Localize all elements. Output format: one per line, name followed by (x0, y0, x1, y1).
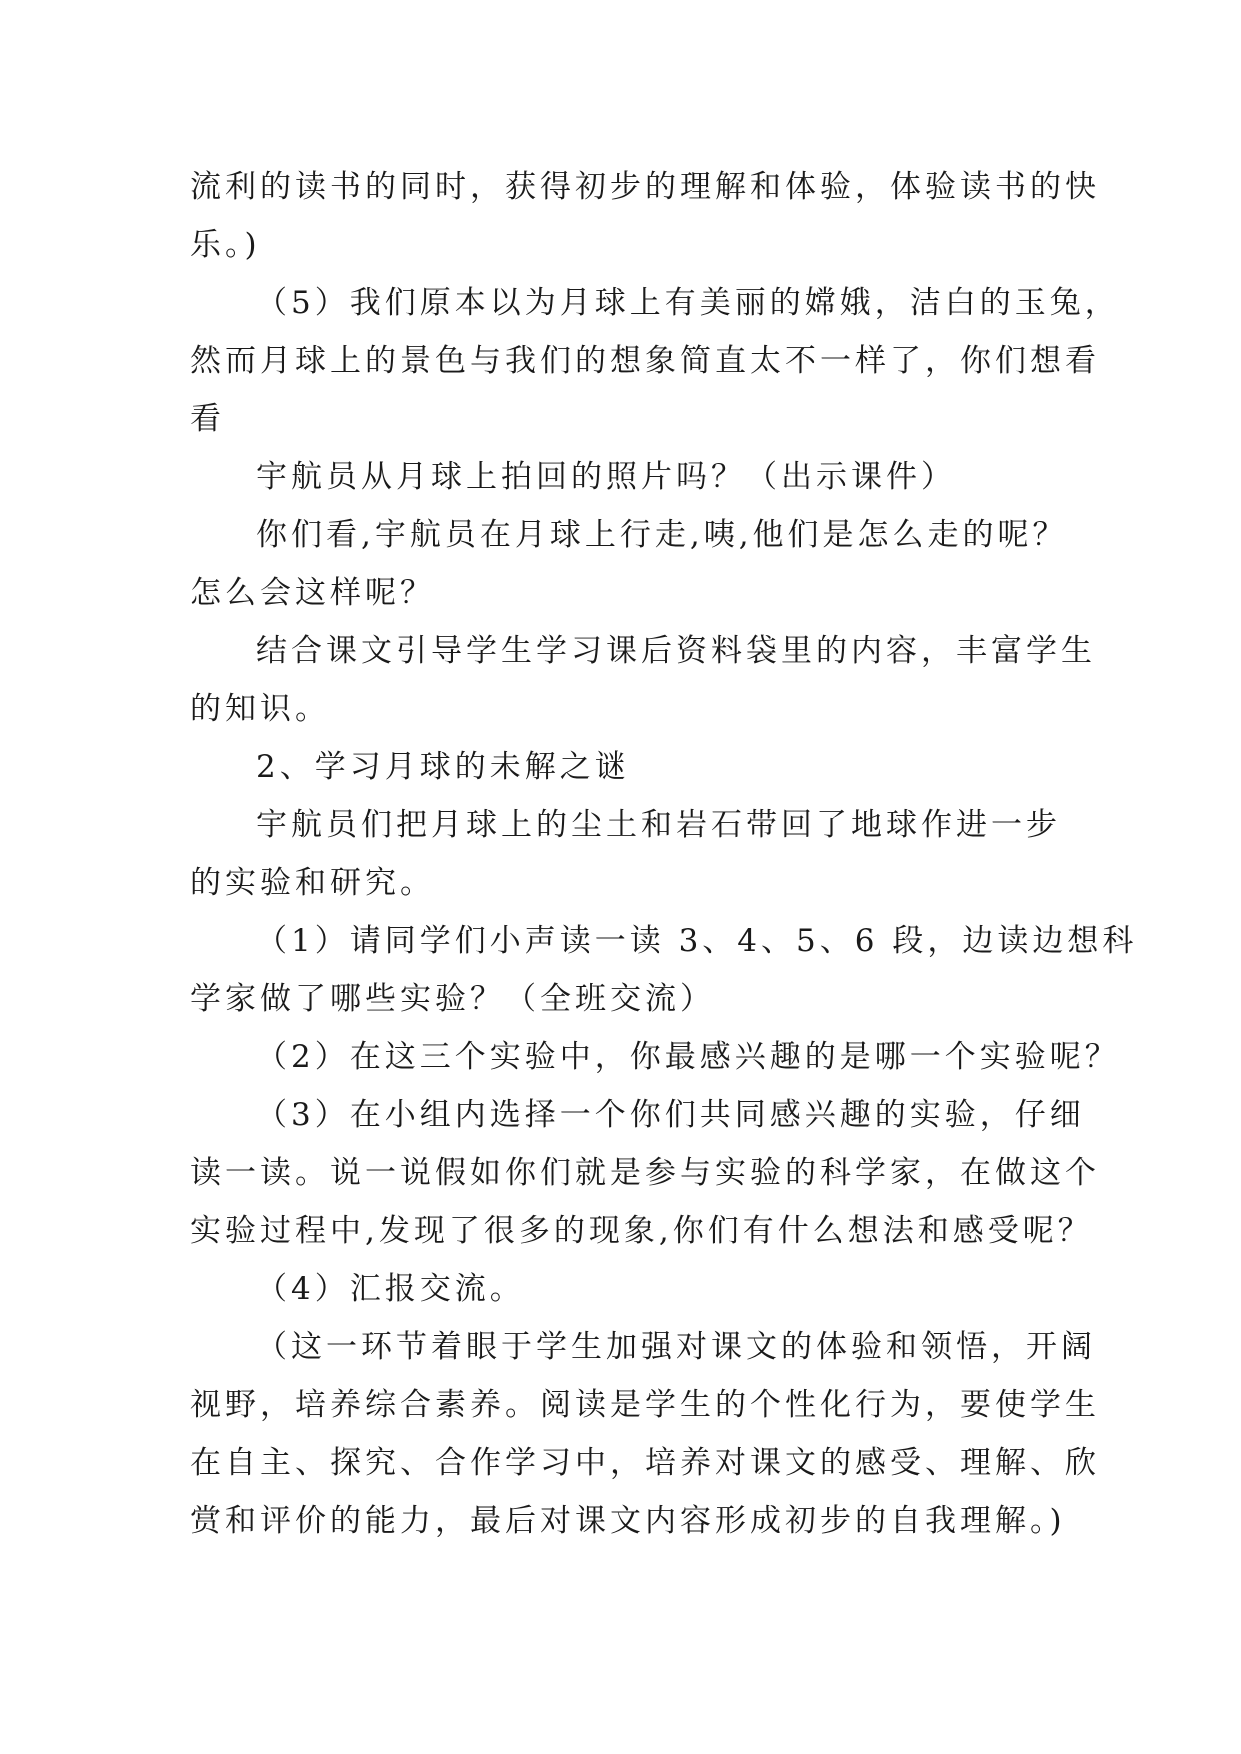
paragraph-step-3 (190, 1086, 1100, 1260)
text-line: （这一环节着眼于学生加强对课文的体验和领悟，开阔 (256, 1329, 1096, 1365)
text-line: 2、学习月球的未解之谜 (256, 749, 630, 785)
text-line: 赏和评价的能力，最后对课文内容形成初步的自我理解。) (190, 1503, 1066, 1539)
document-body (190, 158, 1138, 1550)
text-line: 在自主、探究、合作学习中，培养对课文的感受、理解、欣 (190, 1445, 1100, 1481)
text-line: （5）我们原本以为月球上有美丽的嫦娥，洁白的玉兔， (256, 285, 1120, 321)
paragraph-step-1 (190, 912, 1138, 1028)
text-line: （3）在小组内选择一个你们共同感兴趣的实验，仔细 (256, 1097, 1085, 1133)
text-line: 看 (190, 401, 225, 437)
text-line: （2）在这三个实验中，你最感兴趣的是哪一个实验呢？ (256, 1039, 1120, 1075)
text-line: 读一读。说一说假如你们就是参与实验的科学家，在做这个 (190, 1155, 1100, 1191)
text-line: 视野，培养综合素养。阅读是学生的个性化行为，要使学生 (190, 1387, 1100, 1423)
text-line: 学家做了哪些实验？（全班交流） (190, 981, 715, 1017)
text-line: 然而月球上的景色与我们的想象简直太不一样了，你们想看 (190, 343, 1100, 379)
text-line: 宇航员从月球上拍回的照片吗？（出示课件） (256, 459, 956, 495)
paragraph-step-5 (190, 274, 1120, 448)
paragraph-step-4 (190, 1260, 1070, 1318)
text-line: 实验过程中,发现了很多的现象,你们有什么想法和感受呢？ (190, 1213, 1093, 1249)
paragraph-moon-samples (190, 796, 1070, 912)
text-line: （1）请同学们小声读一读 3、4、5、6 段，边读边想科 (256, 923, 1138, 959)
text-line: 宇航员们把月球上的尘土和岩石带回了地球作进一步 (256, 807, 1061, 843)
paragraph-step-2 (190, 1028, 1120, 1086)
section-heading-moon-mysteries (190, 738, 1070, 796)
text-line: 你们看,宇航员在月球上行走,咦,他们是怎么走的呢？ (256, 517, 1068, 553)
text-line: 的知识。 (190, 691, 330, 727)
text-line: （4）汇报交流。 (256, 1271, 525, 1307)
text-line: 怎么会这样呢？ (190, 575, 435, 611)
paragraph-teaching-note (190, 1318, 1100, 1550)
text-line: 乐。) (190, 227, 261, 263)
text-line: 流利的读书的同时，获得初步的理解和体验，体验读书的快 (190, 169, 1100, 205)
paragraph-resource-bag (190, 622, 1096, 738)
text-line: 结合课文引导学生学习课后资料袋里的内容，丰富学生 (256, 633, 1096, 669)
paragraph-astronaut-walking (190, 506, 1070, 622)
text-line: 的实验和研究。 (190, 865, 435, 901)
paragraph-reading-joy (190, 158, 1100, 274)
paragraph-astronaut-photos (190, 448, 1070, 506)
